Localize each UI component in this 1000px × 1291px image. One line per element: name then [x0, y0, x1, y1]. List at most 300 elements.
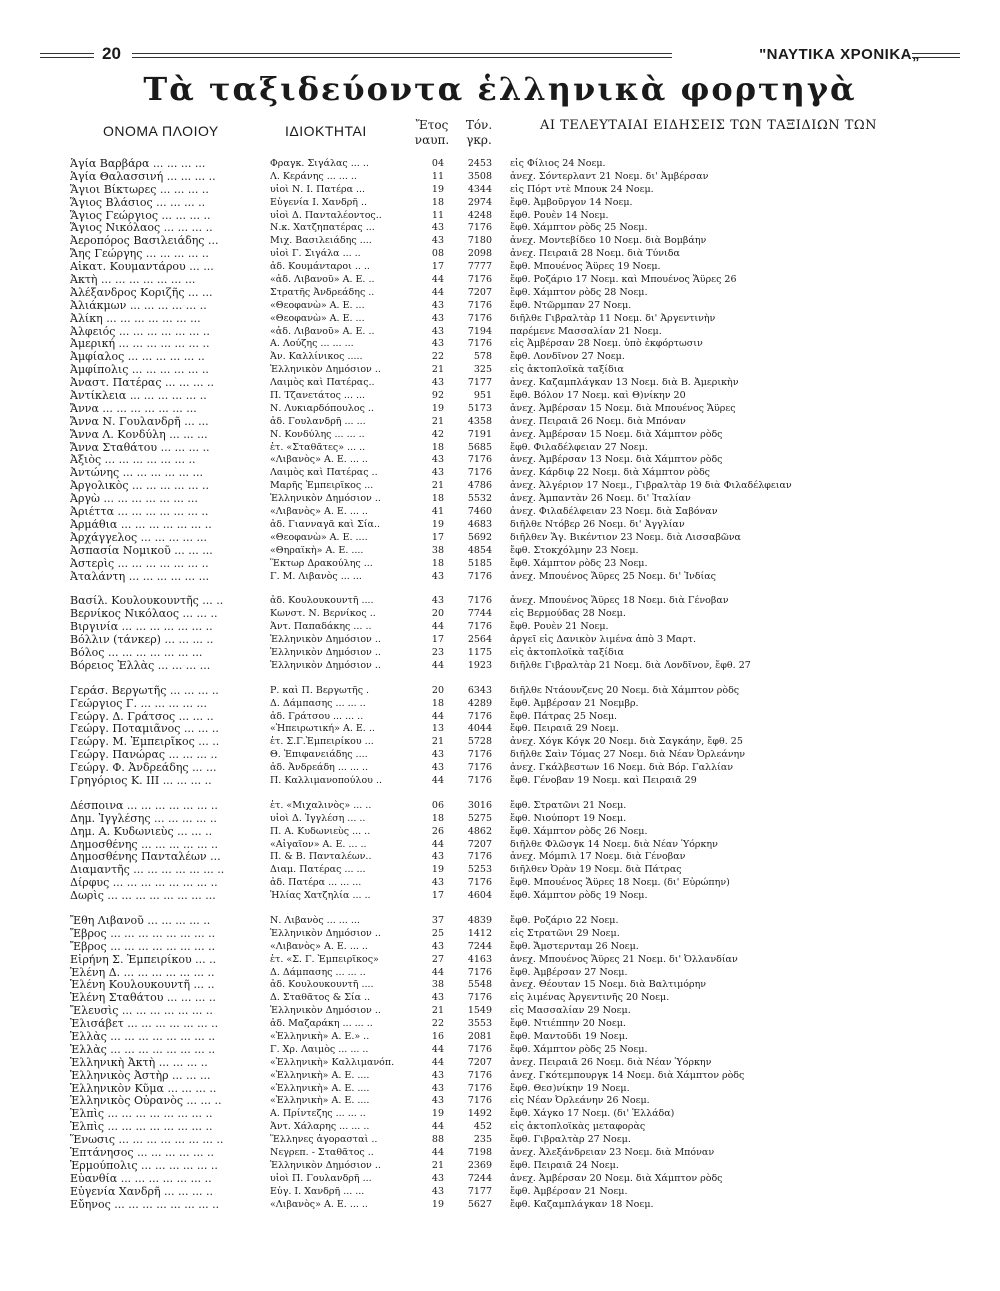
table-row	[0, 826, 1000, 839]
table-row	[0, 967, 1000, 980]
ship-name: Ἑλλὰς ... ... ... ... ... ... ... ..	[70, 1031, 216, 1043]
table-row	[0, 1160, 1000, 1173]
latest-news: ἀνεχ. Μοντεβίδεο 10 Νοεμ. διὰ Βομβάην	[510, 235, 707, 247]
gross-tons: 7176	[467, 1069, 492, 1081]
gross-tons: 2564	[467, 634, 492, 646]
owner: ἀδ. Κουλουκουντῆ ....	[270, 595, 374, 607]
gross-tons: 5728	[467, 736, 492, 748]
build-year: 08	[431, 248, 444, 260]
gross-tons: 4248	[467, 209, 492, 221]
latest-news: ἀνεχ. Θέουταν 15 Νοεμ. διὰ Βαλτιμόρην	[510, 979, 707, 991]
latest-news: ἔφθ. Πειραιᾶ 24 Νοεμ.	[510, 1159, 619, 1171]
gross-tons: 578	[473, 351, 492, 363]
build-year: 21	[431, 736, 444, 748]
ship-name: Ἕνωσις ... ... ... ... ... ... ... ..	[70, 1134, 224, 1147]
build-year: 18	[431, 697, 444, 709]
owner: Δ. Δάμπασης ... ... ..	[270, 697, 366, 709]
table-row	[0, 928, 1000, 941]
ship-name: Ἀεροπόρος Βασιλειάδης ...	[70, 235, 219, 248]
table-row	[0, 429, 1000, 442]
gross-tons: 951	[473, 390, 492, 402]
ship-name: Ἀντώνης ... ... ... ... ... ...	[70, 467, 204, 480]
ship-name: Εὔηνος ... ... ... ... ... ... ... ..	[70, 1198, 220, 1211]
ship-name: Ἀμερική ... ... ... ... ... ... ..	[70, 338, 210, 351]
table-row	[0, 1095, 1000, 1108]
owner: ἀδ. Γιανναγᾶ καὶ Σία..	[270, 518, 380, 530]
table-row	[0, 595, 1000, 608]
owner: υἱοὶ Δ. Ἰγγλέση ... ..	[270, 812, 366, 824]
build-year: 19	[431, 183, 444, 195]
build-year: 43	[431, 570, 444, 582]
build-year: 43	[431, 377, 444, 389]
gross-tons: 7176	[467, 774, 492, 786]
build-year: 16	[431, 1031, 444, 1042]
build-year: 43	[431, 1095, 444, 1107]
table-row	[0, 197, 1000, 210]
build-year: 43	[431, 1082, 444, 1094]
owner: Διαμ. Πατέρας ... ...	[270, 864, 366, 876]
gross-tons: 7176	[467, 877, 492, 889]
table-row	[0, 493, 1000, 506]
build-year: 43	[431, 325, 444, 337]
gross-tons: 4683	[467, 518, 492, 530]
owner: Εὐγενία Ι. Χανδρῆ ..	[270, 196, 368, 208]
table-row	[0, 274, 1000, 287]
gross-tons: 7176	[467, 222, 492, 234]
build-year: 44	[431, 286, 444, 298]
build-year: 43	[431, 595, 444, 607]
ship-name: Αἰκατ. Κουμαντάρου ... ...	[70, 261, 214, 274]
build-year: 43	[431, 454, 444, 466]
owner: «Θεοφανὼ» Α. Ε. ....	[270, 531, 368, 543]
latest-news: ἔφθ. Ροζάριο 17 Νοεμ. καὶ Μπουένος Ἄϋρες 26	[510, 274, 737, 286]
build-year: 20	[431, 684, 444, 696]
group-gap	[0, 673, 1000, 685]
owner: Ἕλληνες ἀγορασταὶ ..	[270, 1134, 378, 1146]
owner: «Λιβανὸς» Α. Ε. ... ..	[270, 506, 368, 518]
gross-tons: 7777	[467, 261, 492, 273]
build-year: 44	[431, 659, 444, 671]
latest-news: ἀνεχ. Ἀμβέρσαν 15 Νοεμ. διὰ Χάμπτον ρὸδς	[510, 428, 723, 440]
table-row	[0, 915, 1000, 928]
ship-name: Ἔλευσὶς ... ... ... ... ... ... ..	[70, 1005, 213, 1018]
build-year: 23	[431, 646, 444, 658]
owner: «Ἑλληνικὴ» Α. Ε.» ..	[270, 1031, 370, 1042]
gross-tons: 7176	[467, 454, 492, 466]
build-year: 44	[431, 966, 444, 978]
build-year: 43	[431, 338, 444, 350]
table-row	[0, 634, 1000, 647]
gross-tons: 4358	[467, 415, 492, 427]
build-year: 17	[431, 890, 444, 902]
ship-name: Δημ. Α. Κυδωνιεὺς ... ... ..	[70, 825, 213, 838]
owner: «Θεοφανὼ» Α. Ε. ...	[270, 312, 365, 324]
owner: Στρατῆς Ἀνδρεάδης ..	[270, 286, 375, 298]
build-year: 19	[431, 1108, 444, 1120]
table-row	[0, 1134, 1000, 1147]
build-year: 43	[431, 762, 444, 774]
latest-news: ἀνεχ. Σόντερλαντ 21 Νοεμ. δι' Ἀμβέρσαν	[510, 170, 709, 182]
ship-name: Δέσποινα ... ... ... ... ... ... ..	[70, 799, 218, 812]
latest-news: ἀργεῖ εἰς Δανικὸν λιμένα ἀπὸ 3 Μαρτ.	[510, 634, 697, 646]
table-row	[0, 1108, 1000, 1121]
table-row	[0, 621, 1000, 634]
header-rule-left	[40, 53, 94, 58]
owner: Δ. Σταθᾶτος & Σία ..	[270, 992, 371, 1004]
build-year: 43	[431, 1185, 444, 1197]
table-row	[0, 813, 1000, 826]
gross-tons: 2081	[467, 1031, 492, 1042]
gross-tons: 7176	[467, 851, 492, 863]
column-header-year-line1: Ἔτος	[415, 118, 449, 132]
gross-tons: 7176	[467, 595, 492, 607]
table-row	[0, 300, 1000, 313]
gross-tons: 7191	[467, 428, 492, 440]
gross-tons: 4344	[467, 183, 492, 195]
latest-news: εἰς Ἀμβέρσαν 28 Νοεμ. ὑπὸ ἐκφόρτωσιν	[510, 338, 703, 350]
build-year: 38	[431, 544, 444, 556]
table-row	[0, 210, 1000, 223]
table-row	[0, 171, 1000, 184]
gross-tons: 1492	[467, 1108, 492, 1120]
owner: Λ. Κεράνης ... ... ..	[270, 170, 357, 182]
table-row	[0, 1057, 1000, 1070]
table-row	[0, 1070, 1000, 1083]
table-row	[0, 1147, 1000, 1160]
build-year: 18	[431, 441, 444, 453]
table-row	[0, 1018, 1000, 1031]
gross-tons: 4786	[467, 480, 492, 492]
latest-news: ἔφθ. Ρουὲν 21 Νοεμ.	[510, 621, 609, 633]
build-year: 43	[431, 1172, 444, 1184]
latest-news: ἔφθ. Νιούπορτ 19 Νοεμ.	[510, 812, 627, 824]
build-year: 18	[431, 196, 444, 208]
table-row	[0, 545, 1000, 558]
ship-name: Ἑλληνικὸς Ἀστὴρ ... ... ...	[70, 1069, 211, 1082]
table-row	[0, 467, 1000, 480]
latest-news: ἀνεχ. Χόγκ Κόγκ 20 Νοεμ. διὰ Σαγκάην, ἔφθ. 25	[510, 736, 743, 748]
ship-name: Ἄννα Λ. Κονδύλη ... ... ...	[70, 428, 208, 441]
ship-name: Ἀλφειός ... ... ... ... ... ... ..	[70, 325, 210, 338]
table-row	[0, 711, 1000, 724]
gross-tons: 1412	[467, 927, 492, 939]
ship-name: Ἀλιάκμων ... ... ... ... ... ..	[70, 299, 207, 312]
build-year: 44	[431, 1056, 444, 1068]
ship-name: Ἀξιὸς ... ... ... ... ... ... ..	[70, 454, 196, 467]
gross-tons: 2974	[467, 196, 492, 208]
ship-name: Ἅγιοι Βίκτωρες ... ... ... ..	[70, 183, 209, 196]
gross-tons: 7207	[467, 838, 492, 850]
gross-tons: 5275	[467, 812, 492, 824]
owner: Ἀντ. Χάλαρης ... ... ..	[270, 1121, 370, 1133]
latest-news: ἔφθ. Στρατῶνι 21 Νοεμ.	[510, 799, 627, 811]
owner: υἱοὶ Ν. Ι. Πατέρα ...	[270, 183, 366, 195]
build-year: 13	[431, 723, 444, 735]
gross-tons: 5692	[467, 531, 492, 543]
latest-news: ἔφθ. Μπουένος Ἄϋρες 18 Νοεμ. (δι' Εὐρώπην)	[510, 877, 730, 889]
gross-tons: 2453	[467, 158, 492, 169]
build-year: 41	[431, 506, 444, 518]
latest-news: ἔφθ. Ἀμβέρσαν 21 Νοεμβρ.	[510, 697, 639, 709]
build-year: 19	[431, 864, 444, 876]
gross-tons: 7176	[467, 274, 492, 286]
latest-news: ἀνεχ. Ἀμβέρσαν 13 Νοεμ. διὰ Χάμπτον ρὸδς	[510, 454, 723, 466]
gross-tons: 1175	[467, 646, 492, 658]
gross-tons: 4044	[467, 723, 492, 735]
ship-name: Βιργινία ... ... ... ... ... ... ..	[70, 621, 213, 634]
latest-news: εἰς ἀκτοπλοϊκὰς μεταφορὰς	[510, 1121, 646, 1133]
ship-name: Ἐλπὶς ... ... ... ... ... ... ... ..	[70, 1108, 213, 1121]
build-year: 18	[431, 557, 444, 569]
latest-news: ἀνεχ. Μπουένος Ἄϋρες 25 Νοεμ. δι' Ἰνδίας	[510, 570, 716, 582]
table-row	[0, 1173, 1000, 1186]
running-header	[40, 44, 960, 66]
owner: «Λιβανὸς» Α. Ε. ... ..	[270, 940, 368, 952]
ship-name: Ἄννα ... ... ... ... ... ... ...	[70, 402, 197, 415]
ship-name: Γρηγόριος Κ. ΙΙΙ ... ... ... ..	[70, 774, 212, 787]
ship-name: Ἑλληνικὸν Κῦμα ... ... ... ..	[70, 1082, 217, 1095]
ship-name: Εὐγενία Χανδρῆ ... ... ... ..	[70, 1185, 213, 1198]
latest-news: ἀνεχ. Πειραιᾶ 26 Νοεμ. διὰ Νέαν Ὑόρκην	[510, 1056, 712, 1068]
latest-news: εἰς Μασσαλίαν 29 Νοεμ.	[510, 1005, 631, 1017]
gross-tons: 4163	[467, 953, 492, 965]
ship-name: Γεράσ. Βεργωτῆς ... ... ... ..	[70, 684, 219, 697]
build-year: 43	[431, 467, 444, 479]
build-year: 18	[431, 812, 444, 824]
owner: Ἑλληνικὸν Δημόσιον ..	[270, 927, 381, 939]
owner: υἱοὶ Δ. Πανταλέοντος..	[270, 209, 382, 221]
latest-news: διῆλθε Ντάουνζενς 20 Νοεμ. διὰ Χάμπτον ρὸδς	[510, 684, 740, 696]
build-year: 19	[431, 1198, 444, 1210]
column-header-news: ΑΙ ΤΕΛΕΥΤΑΙΑΙ ΕΙΔΗΣΕΙΣ ΤΩΝ ΤΑΞΙΔΙΩΝ ΤΩΝ	[540, 118, 878, 133]
latest-news: ἔφθ. Γένοβαν 19 Νοεμ. καὶ Πειραιᾶ 29	[510, 774, 697, 786]
latest-news: ἀνεχ. Μπουένος Ἄϋρες 21 Νοεμ. δι' Ὀλλανδίαν	[510, 953, 738, 965]
owner: ἑτ. Σ.Γ.Ἐμπειρίκου ...	[270, 736, 374, 748]
gross-tons: 6343	[467, 684, 492, 696]
build-year: 44	[431, 774, 444, 786]
latest-news: ἔφθ. Ἀμβέρσαν 21 Νοεμ.	[510, 1185, 628, 1197]
latest-news: ἀνεχ. Γκότεμπουργκ 14 Νοεμ. διὰ Χάμπτον ρὸδς	[510, 1069, 745, 1081]
ship-name: Ἁγία Βαρβάρα ... ... ... ...	[70, 158, 206, 170]
page-title: Τὰ ταξιδεύοντα ἑλληνικὰ φορτηγὰ	[143, 70, 857, 108]
gross-tons: 235	[473, 1134, 492, 1146]
table-row	[0, 1121, 1000, 1134]
gross-tons: 3508	[467, 170, 492, 182]
gross-tons: 7176	[467, 762, 492, 774]
ship-table	[0, 158, 1000, 1211]
ship-name: Διαμαντῆς ... ... ... ... ... ... ..	[70, 864, 225, 877]
latest-news: ἀνεχ. Πειραιᾶ 28 Νοεμ. διὰ Τύνιδα	[510, 248, 680, 260]
owner: Ἀντ. Παπαδάκης ... ..	[270, 621, 372, 633]
latest-news: διῆλθε Ντόβερ 26 Νοεμ. δι' Ἀγγλίαν	[510, 518, 685, 530]
ship-name: Ἑλλὰς ... ... ... ... ... ... ... ..	[70, 1043, 216, 1056]
build-year: 22	[431, 351, 444, 363]
owner: Ἑλληνικὸν Δημόσιον ..	[270, 493, 381, 505]
latest-news: εἰς Βερμούδας 28 Νοεμ.	[510, 608, 626, 620]
owner: «Ἑλληνικὴ» Α. Ε. ....	[270, 1082, 370, 1094]
column-header-tons-line2: γκρ.	[466, 133, 492, 147]
header-rule-right	[912, 53, 960, 58]
ship-name: Βόρειος Ἑλλὰς ... ... ... ...	[70, 659, 211, 672]
ship-name: Ἅγιος Νικόλαος ... ... ... ..	[70, 222, 213, 235]
ship-name: Βόλλιν (τάνκερ) ... ... ... ..	[70, 634, 214, 647]
ship-name: Ἑπτάνησος ... ... ... ... ... ..	[70, 1147, 214, 1160]
latest-news: διῆλθε Φλῶσγκ 14 Νοεμ. διὰ Νέαν Ὑόρκην	[510, 838, 718, 850]
owner: «Θεοφανὼ» Α. Ε. ...	[270, 299, 365, 311]
ship-name: Γεώργ. Φ. Ἀνδρεάδης ... ...	[70, 762, 217, 775]
gross-tons: 4839	[467, 914, 492, 926]
page-number: 20	[102, 44, 121, 63]
build-year: 18	[431, 493, 444, 505]
table-row	[0, 442, 1000, 455]
latest-news: ἀνεχ. Πειραιᾶ 26 Νοεμ. διὰ Μπόναν	[510, 415, 686, 427]
ship-name: Εὐανθία ... ... ... ... ... ... ..	[70, 1172, 212, 1185]
latest-news: ἀνεχ. Ἀμβέρσαν 20 Νοεμ. διὰ Χάμπτον ρὸδς	[510, 1172, 723, 1184]
latest-news: εἰς ἀκτοπλοϊκὰ ταξίδια	[510, 364, 624, 376]
latest-news: διῆλθε Σαὶν Τόμας 27 Νοεμ. διὰ Νέαν Ὀρλεάνην	[510, 749, 746, 761]
build-year: 43	[431, 235, 444, 247]
gross-tons: 3016	[467, 799, 492, 811]
ship-name: Γεώργ. Ποταμιᾶνος ... ... ..	[70, 723, 219, 736]
ship-name: Ἀσπασία Νομικοῦ ... ... ...	[70, 544, 213, 557]
latest-news: ἔφθ. Χάμπτον ρὸδς 25 Νοεμ.	[510, 222, 648, 234]
ship-name: Ἀλίκη ... ... ... ... ... ... ...	[70, 312, 201, 325]
owner: ἀδ. Γράτσου ... ... ..	[270, 710, 364, 722]
latest-news: ἔφθ. Μαντοῦδι 19 Νοεμ.	[510, 1031, 628, 1042]
owner: Γ. Μ. Λιβανὸς ... ...	[270, 570, 362, 582]
ship-name: Ἀναστ. Πατέρας ... ... ... ..	[70, 377, 214, 390]
latest-news: διῆλθεν Ἅγ. Βικέντιον 23 Νοεμ. διὰ Λισσαβῶνα	[510, 531, 741, 543]
build-year: 26	[431, 825, 444, 837]
owner: Λαιμὸς καὶ Πατέρας ..	[270, 467, 378, 479]
build-year: 19	[431, 402, 444, 414]
owner: Π. Καλλιμανοπούλου ..	[270, 774, 383, 786]
owner: Ἕκτωρ Δρακούλης ...	[270, 557, 373, 569]
build-year: 17	[431, 531, 444, 543]
gross-tons: 1549	[467, 1005, 492, 1017]
table-row	[0, 351, 1000, 364]
table-row	[0, 519, 1000, 532]
table-row	[0, 877, 1000, 890]
gross-tons: 7198	[467, 1147, 492, 1159]
latest-news: ἀνεχ. Μόμπιλ 17 Νοεμ. διὰ Γένοβαν	[510, 851, 686, 863]
build-year: 43	[431, 222, 444, 234]
table-row	[0, 723, 1000, 736]
build-year: 38	[431, 979, 444, 991]
column-header-tons	[459, 118, 499, 148]
table-row	[0, 364, 1000, 377]
table-row	[0, 749, 1000, 762]
table-row	[0, 839, 1000, 852]
gross-tons: 7176	[467, 966, 492, 978]
table-row	[0, 506, 1000, 519]
build-year: 42	[431, 428, 444, 440]
ship-name: Ἀταλάντη ... ... ... ... ... ...	[70, 570, 210, 583]
table-row	[0, 416, 1000, 429]
build-year: 43	[431, 1069, 444, 1081]
ship-name: Ἄης Γεώργης ... ... ... ... ..	[70, 248, 209, 261]
latest-news: ἀνεχ. Γκάλβεστων 16 Νοεμ. διὰ Βόρ. Γαλλίαν	[510, 762, 734, 774]
latest-news: ἀνεχ. Φιλαδέλφειαν 23 Νοεμ. διὰ Σαβόναν	[510, 506, 718, 518]
ship-name: Βασίλ. Κουλουκουντῆς ... ..	[70, 595, 224, 608]
gross-tons: 7176	[467, 992, 492, 1004]
latest-news: ἔφθ. Πειραιᾶ 29 Νοεμ.	[510, 723, 619, 735]
table-row	[0, 864, 1000, 877]
latest-news: εἰς ἀκτοπλοϊκὰ ταξίδια	[510, 646, 624, 658]
gross-tons: 5548	[467, 979, 492, 991]
gross-tons: 7176	[467, 467, 492, 479]
owner: Εὐγ. Ι. Χανδρῆ ... ...	[270, 1185, 365, 1197]
owner: Ἠλίας Χατζηλία ... ..	[270, 890, 371, 902]
table-row	[0, 800, 1000, 813]
latest-news: ἔφθ. Πάτρας 25 Νοεμ.	[510, 710, 618, 722]
owner: Ἑλληνικὸν Δημόσιον ..	[270, 646, 381, 658]
table-row	[0, 532, 1000, 545]
ship-name: Δίρφυς ... ... ... ... ... ... ... ..	[70, 877, 218, 890]
owner: Ν.κ. Χατζηπατέρας ...	[270, 222, 375, 234]
latest-news: ἔφθ. Θεσ)νίκην 19 Νοεμ.	[510, 1082, 630, 1094]
ship-name: Ἀμφίπολις ... ... ... ... ... ..	[70, 364, 209, 377]
ship-name: Ἀκτὴ ... ... ... ... ... ... ...	[70, 274, 196, 287]
owner: «Θηραϊκὴ» Α. Ε. ....	[270, 544, 364, 556]
latest-news: ἔφθ. Μπουένος Ἄϋρες 19 Νοεμ.	[510, 261, 661, 273]
column-header-owner: ΙΔΙΟΚΤΗΤΑΙ	[285, 123, 367, 139]
ship-name: Ἑλένη Κουλουκουντῆ ... ..	[70, 979, 215, 992]
latest-news: εἰς λιμένας Ἀργεντινῆς 20 Νοεμ.	[510, 992, 670, 1004]
owner: Δ. Δάμπασης ... ... ..	[270, 966, 366, 978]
latest-news: ἔφθ. Χάμπτον ρὸδς 28 Νοεμ.	[510, 286, 648, 298]
latest-news: ἔφθ. Γιβραλτὰρ 27 Νοεμ.	[510, 1134, 631, 1146]
gross-tons: 5173	[467, 402, 492, 414]
gross-tons: 4854	[467, 544, 492, 556]
build-year: 43	[431, 299, 444, 311]
table-row	[0, 1199, 1000, 1212]
gross-tons: 3553	[467, 1018, 492, 1030]
owner: υἱοὶ Π. Γουλανδρῆ ...	[270, 1172, 372, 1184]
build-year: 22	[431, 1018, 444, 1030]
gross-tons: 7194	[467, 325, 492, 337]
table-row	[0, 313, 1000, 326]
owner: Π. Α. Κυδωνιεὺς ... ..	[270, 825, 371, 837]
ship-name: Ἀμφίαλος ... ... ... ... ... ..	[70, 351, 205, 364]
table-row	[0, 571, 1000, 584]
build-year: 25	[431, 927, 444, 939]
latest-news: ἔφθ. Στοκχόλμην 23 Νοεμ.	[510, 544, 639, 556]
table-row	[0, 979, 1000, 992]
ship-name: Ἅγιος Γεώργιος ... ... ... ..	[70, 209, 211, 222]
table-row	[0, 377, 1000, 390]
table-row	[0, 235, 1000, 248]
ship-name: Γεώργ. Πανώρας ... ... ... ..	[70, 749, 218, 762]
ship-name: Δωρὶς ... ... ... ... ... ... ... ...	[70, 890, 216, 903]
ship-name: Ἀργολικὸς ... ... ... ... ... ..	[70, 480, 209, 493]
gross-tons: 7176	[467, 1043, 492, 1055]
owner: υἱοὶ Γ. Σιγάλα ... ..	[270, 248, 361, 260]
gross-tons: 7176	[467, 1095, 492, 1107]
build-year: 43	[431, 851, 444, 863]
latest-news: ἀνεχ. Μπουένος Ἄϋρες 18 Νοεμ. διὰ Γένοβαν	[510, 595, 729, 607]
build-year: 11	[431, 209, 444, 221]
table-row	[0, 775, 1000, 788]
magazine-title: "ΝΑΥΤΙΚΑ ΧΡΟΝΙΚΑ„	[759, 46, 920, 63]
table-row	[0, 403, 1000, 416]
table-row	[0, 480, 1000, 493]
build-year: 43	[431, 312, 444, 324]
latest-news: εἰς Φίλιος 24 Νοεμ.	[510, 158, 606, 169]
owner: Φραγκ. Σιγάλας ... ..	[270, 158, 369, 169]
owner: Θ. Ἐπιφανειάδης ....	[270, 749, 368, 761]
owner: «Ἠπειρωτική» Α. Ε. ..	[270, 723, 375, 735]
